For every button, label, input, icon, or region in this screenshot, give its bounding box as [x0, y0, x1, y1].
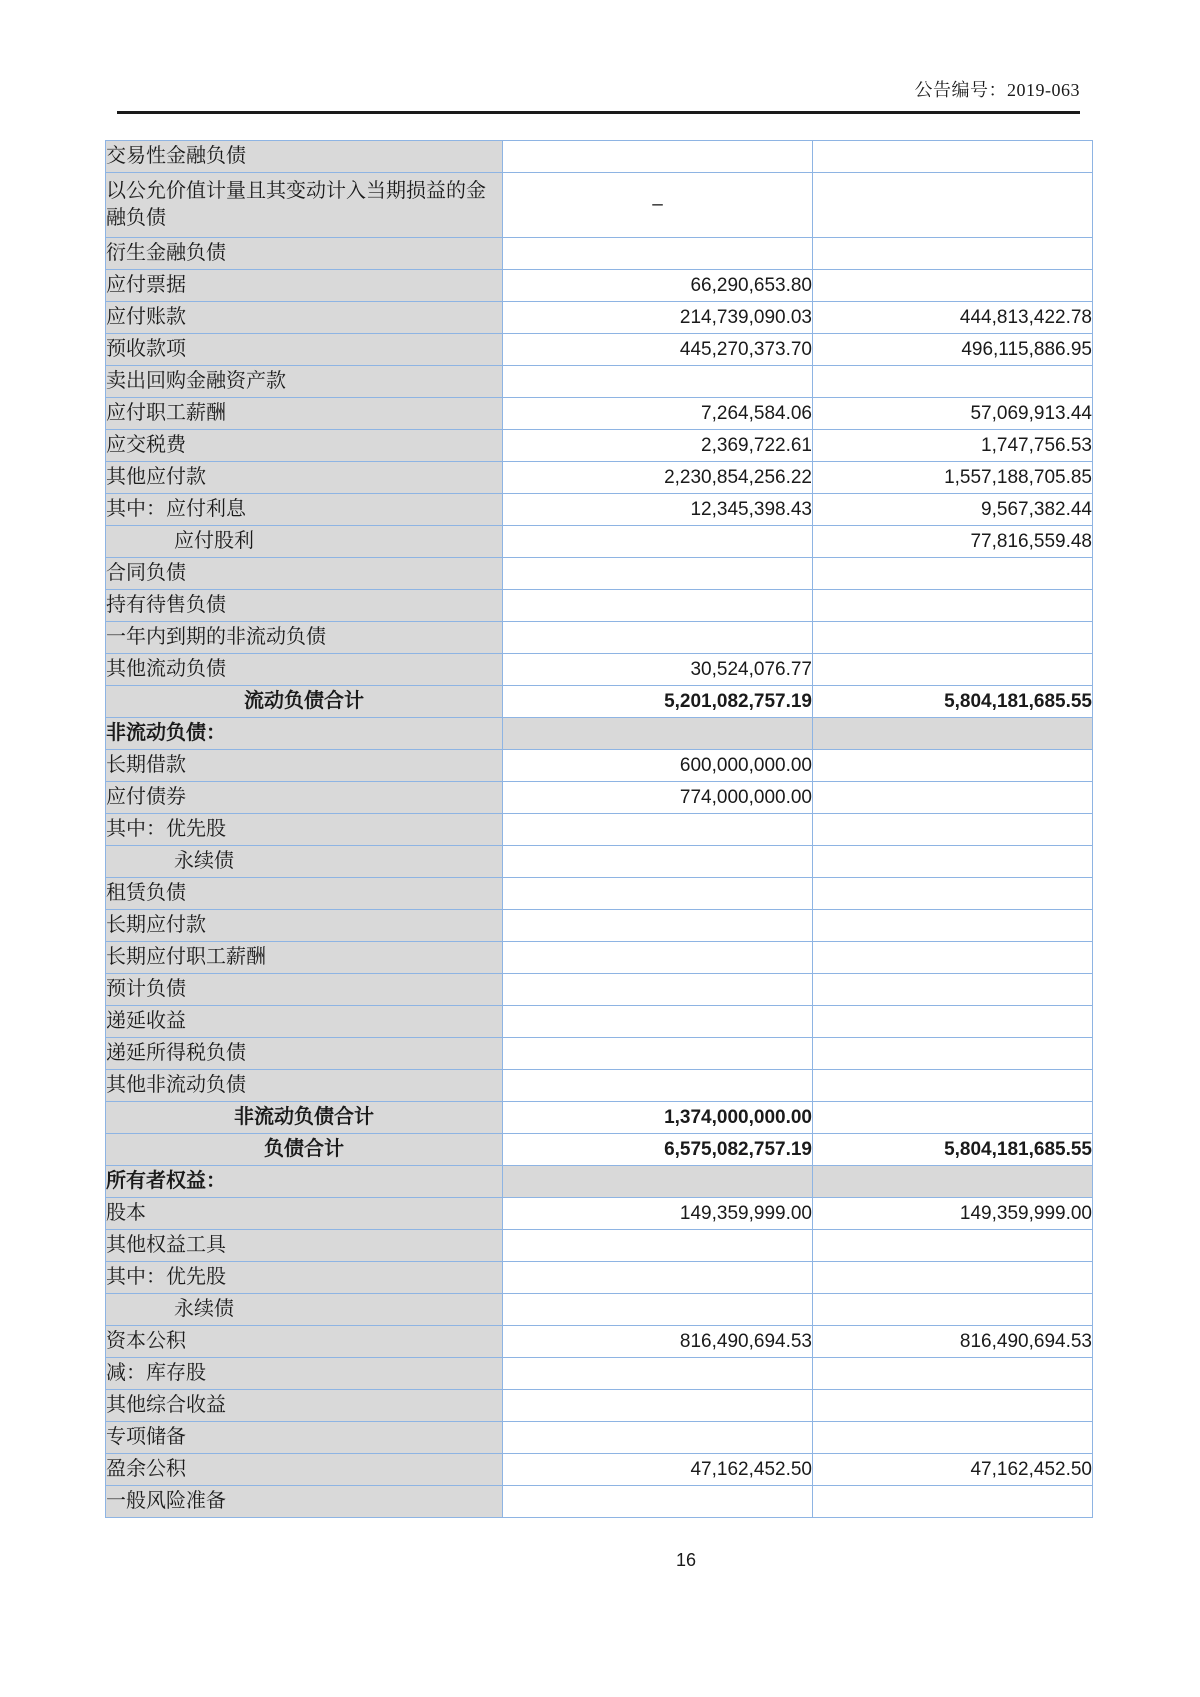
- amount-prior: [813, 654, 1093, 686]
- row-label: 一年内到期的非流动负债: [106, 622, 503, 654]
- amount-current: 1,374,000,000.00: [503, 1102, 813, 1134]
- amount-current: 7,264,584.06: [503, 398, 813, 430]
- table-row: [106, 1166, 1093, 1198]
- amount-prior: 1,557,188,705.85: [813, 462, 1093, 494]
- amount-prior: [813, 750, 1093, 782]
- amount-current: [503, 590, 813, 622]
- table-row: [106, 1454, 1093, 1486]
- amount-prior: 57,069,913.44: [813, 398, 1093, 430]
- row-label: 其他应付款: [106, 462, 503, 494]
- amount-prior: [813, 814, 1093, 846]
- amount-current: [503, 558, 813, 590]
- amount-current: [503, 1486, 813, 1518]
- amount-current: [503, 141, 813, 173]
- table-row: [106, 750, 1093, 782]
- amount-prior: [813, 1262, 1093, 1294]
- table-row: [106, 1198, 1093, 1230]
- table-row: [106, 398, 1093, 430]
- amount-current: [503, 814, 813, 846]
- amount-prior: [813, 1166, 1093, 1198]
- amount-current: [503, 1422, 813, 1454]
- amount-current: [503, 974, 813, 1006]
- row-label: 应交税费: [106, 430, 503, 462]
- row-label: 专项储备: [106, 1422, 503, 1454]
- row-label: 非流动负债合计: [106, 1102, 503, 1134]
- balance-sheet-table: [105, 140, 1093, 1518]
- amount-prior: 5,804,181,685.55: [813, 1134, 1093, 1166]
- amount-prior: [813, 270, 1093, 302]
- amount-current: 774,000,000.00: [503, 782, 813, 814]
- amount-prior: [813, 1038, 1093, 1070]
- row-label: 非流动负债：: [106, 718, 503, 750]
- table-row: [106, 1486, 1093, 1518]
- row-label: 租赁负债: [106, 878, 503, 910]
- row-label: 永续债: [106, 1294, 503, 1326]
- amount-prior: [813, 1486, 1093, 1518]
- announcement-number: 公告编号：2019-063: [914, 80, 1080, 100]
- amount-current: [503, 1390, 813, 1422]
- table-row: [106, 238, 1093, 270]
- amount-current: 2,369,722.61: [503, 430, 813, 462]
- table-row: [106, 974, 1093, 1006]
- row-label: 递延所得税负债: [106, 1038, 503, 1070]
- amount-prior: [813, 1230, 1093, 1262]
- amount-current: 816,490,694.53: [503, 1326, 813, 1358]
- table-row: [106, 1294, 1093, 1326]
- row-label: 预收款项: [106, 334, 503, 366]
- table-row: [106, 526, 1093, 558]
- table-row: [106, 814, 1093, 846]
- row-label: 卖出回购金融资产款: [106, 366, 503, 398]
- row-label: 其他非流动负债: [106, 1070, 503, 1102]
- amount-prior: 77,816,559.48: [813, 526, 1093, 558]
- amount-current: 2,230,854,256.22: [503, 462, 813, 494]
- amount-current: [503, 1358, 813, 1390]
- table-row: [106, 1390, 1093, 1422]
- row-label: 减：库存股: [106, 1358, 503, 1390]
- amount-prior: [813, 1070, 1093, 1102]
- row-label: 递延收益: [106, 1006, 503, 1038]
- table-row: [106, 686, 1093, 718]
- amount-current: 149,359,999.00: [503, 1198, 813, 1230]
- table-row: [106, 270, 1093, 302]
- table-row: [106, 558, 1093, 590]
- amount-current: 12,345,398.43: [503, 494, 813, 526]
- table-row: [106, 846, 1093, 878]
- table-row: [106, 141, 1093, 173]
- table-row: [106, 1262, 1093, 1294]
- amount-current: –: [503, 173, 813, 238]
- row-label: 应付股利: [106, 526, 503, 558]
- table-row: [106, 1102, 1093, 1134]
- amount-current: 66,290,653.80: [503, 270, 813, 302]
- amount-current: 600,000,000.00: [503, 750, 813, 782]
- amount-current: [503, 1006, 813, 1038]
- table-row: [106, 302, 1093, 334]
- table-row: [106, 494, 1093, 526]
- amount-current: [503, 718, 813, 750]
- row-label: 长期借款: [106, 750, 503, 782]
- row-label: 持有待售负债: [106, 590, 503, 622]
- table-row: [106, 1422, 1093, 1454]
- row-label: 交易性金融负债: [106, 141, 503, 173]
- header-rule: [117, 111, 1080, 114]
- balance-table-body: [106, 141, 1093, 1518]
- amount-current: [503, 1294, 813, 1326]
- amount-current: [503, 366, 813, 398]
- table-row: [106, 1006, 1093, 1038]
- row-label: 其中：优先股: [106, 1262, 503, 1294]
- table-row: [106, 590, 1093, 622]
- amount-current: [503, 1230, 813, 1262]
- row-label: 以公允价值计量且其变动计入当期损益的金融负债: [106, 173, 503, 238]
- amount-prior: 816,490,694.53: [813, 1326, 1093, 1358]
- table-row: [106, 1134, 1093, 1166]
- amount-prior: [813, 1422, 1093, 1454]
- row-label: 衍生金融负债: [106, 238, 503, 270]
- amount-prior: 149,359,999.00: [813, 1198, 1093, 1230]
- amount-prior: [813, 1102, 1093, 1134]
- table-row: [106, 1326, 1093, 1358]
- table-row: [106, 1358, 1093, 1390]
- table-row: [106, 1070, 1093, 1102]
- amount-prior: [813, 1358, 1093, 1390]
- amount-prior: [813, 1390, 1093, 1422]
- row-label: 盈余公积: [106, 1454, 503, 1486]
- table-row: [106, 942, 1093, 974]
- table-row: [106, 173, 1093, 238]
- row-label: 应付账款: [106, 302, 503, 334]
- amount-prior: [813, 173, 1093, 238]
- amount-current: 47,162,452.50: [503, 1454, 813, 1486]
- table-row: [106, 718, 1093, 750]
- amount-current: [503, 878, 813, 910]
- row-label: 其他流动负债: [106, 654, 503, 686]
- amount-prior: [813, 846, 1093, 878]
- table-row: [106, 334, 1093, 366]
- amount-current: [503, 1070, 813, 1102]
- row-label: 长期应付款: [106, 910, 503, 942]
- row-label: 预计负债: [106, 974, 503, 1006]
- row-label: 合同负债: [106, 558, 503, 590]
- table-row: [106, 878, 1093, 910]
- amount-prior: 496,115,886.95: [813, 334, 1093, 366]
- amount-current: 30,524,076.77: [503, 654, 813, 686]
- amount-current: [503, 910, 813, 942]
- table-row: [106, 910, 1093, 942]
- table-row: [106, 1230, 1093, 1262]
- amount-prior: 5,804,181,685.55: [813, 686, 1093, 718]
- table-row: [106, 366, 1093, 398]
- amount-current: [503, 1038, 813, 1070]
- amount-current: [503, 238, 813, 270]
- amount-prior: [813, 366, 1093, 398]
- amount-prior: [813, 1006, 1093, 1038]
- amount-current: [503, 1166, 813, 1198]
- amount-prior: [813, 238, 1093, 270]
- row-label: 其他权益工具: [106, 1230, 503, 1262]
- page-number: 16: [675, 1550, 697, 1570]
- row-label: 其中：优先股: [106, 814, 503, 846]
- table-row: [106, 430, 1093, 462]
- row-label: 长期应付职工薪酬: [106, 942, 503, 974]
- amount-current: [503, 846, 813, 878]
- amount-prior: 1,747,756.53: [813, 430, 1093, 462]
- amount-prior: [813, 942, 1093, 974]
- amount-prior: [813, 718, 1093, 750]
- table-row: [106, 622, 1093, 654]
- amount-prior: [813, 558, 1093, 590]
- table-row: [106, 654, 1093, 686]
- amount-prior: 47,162,452.50: [813, 1454, 1093, 1486]
- row-label: 其他综合收益: [106, 1390, 503, 1422]
- row-label: 负债合计: [106, 1134, 503, 1166]
- amount-current: 445,270,373.70: [503, 334, 813, 366]
- row-label: 股本: [106, 1198, 503, 1230]
- amount-prior: [813, 910, 1093, 942]
- amount-prior: [813, 878, 1093, 910]
- amount-current: 214,739,090.03: [503, 302, 813, 334]
- amount-prior: [813, 782, 1093, 814]
- row-label: 资本公积: [106, 1326, 503, 1358]
- row-label: 其中：应付利息: [106, 494, 503, 526]
- amount-prior: [813, 1294, 1093, 1326]
- amount-current: [503, 526, 813, 558]
- amount-current: [503, 622, 813, 654]
- amount-prior: 9,567,382.44: [813, 494, 1093, 526]
- amount-current: 5,201,082,757.19: [503, 686, 813, 718]
- row-label: 应付票据: [106, 270, 503, 302]
- row-label: 所有者权益：: [106, 1166, 503, 1198]
- amount-prior: 444,813,422.78: [813, 302, 1093, 334]
- amount-prior: [813, 974, 1093, 1006]
- amount-prior: [813, 590, 1093, 622]
- row-label: 应付债券: [106, 782, 503, 814]
- amount-current: [503, 942, 813, 974]
- row-label: 一般风险准备: [106, 1486, 503, 1518]
- amount-current: [503, 1262, 813, 1294]
- row-label: 流动负债合计: [106, 686, 503, 718]
- row-label: 应付职工薪酬: [106, 398, 503, 430]
- table-row: [106, 1038, 1093, 1070]
- table-row: [106, 462, 1093, 494]
- amount-prior: [813, 141, 1093, 173]
- table-row: [106, 782, 1093, 814]
- amount-current: 6,575,082,757.19: [503, 1134, 813, 1166]
- row-label: 永续债: [106, 846, 503, 878]
- amount-prior: [813, 622, 1093, 654]
